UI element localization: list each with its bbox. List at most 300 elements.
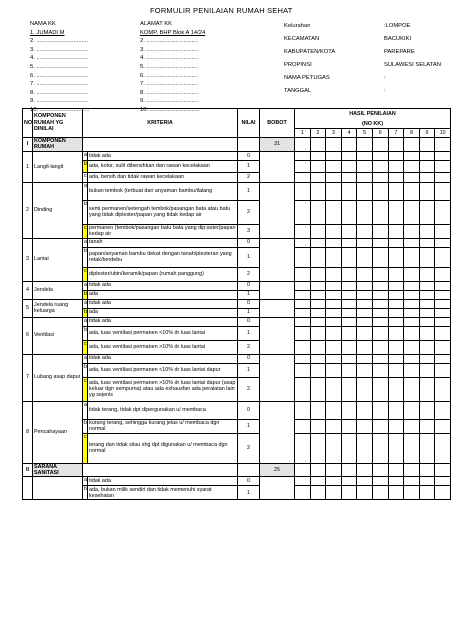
score-cell[interactable] [326,267,342,281]
score-cell[interactable] [388,224,404,238]
score-cell[interactable] [357,182,373,200]
score-cell[interactable] [357,340,373,354]
score-cell[interactable] [419,463,435,477]
score-cell[interactable] [341,267,357,281]
score-cell[interactable] [388,182,404,200]
score-cell[interactable] [357,200,373,224]
score-cell[interactable] [372,401,388,419]
score-cell[interactable] [326,238,342,247]
score-cell[interactable] [372,182,388,200]
label-nama-kk: NAMA KK [30,21,56,27]
score-cell[interactable] [372,299,388,308]
score-cell[interactable] [295,172,311,182]
score-cell[interactable] [310,477,326,486]
score-cell[interactable] [372,247,388,267]
score-cell[interactable] [404,419,420,433]
score-cell[interactable] [404,308,420,317]
score-cell[interactable] [357,308,373,317]
header-hasil-sub: (NO KK) [295,120,451,129]
score-cell[interactable] [372,340,388,354]
score-cell[interactable] [404,238,420,247]
score-cell[interactable] [435,281,451,290]
criteria-row [23,486,451,500]
score-cell[interactable] [419,326,435,340]
criteria-letter: b. [83,419,88,433]
score-cell[interactable] [404,290,420,299]
score-cell[interactable] [388,281,404,290]
score-cell[interactable] [357,290,373,299]
score-cell[interactable] [310,419,326,433]
score-cell[interactable] [435,419,451,433]
score-cell[interactable] [357,238,373,247]
score-cell[interactable] [295,290,311,299]
score-cell[interactable] [341,172,357,182]
score-cell[interactable] [372,308,388,317]
kk-name-row: 4. ................................ [30,55,88,62]
header-komponen: KOMPONEN RUMAH YG DINILAI [33,109,83,138]
score-cell[interactable] [357,317,373,326]
score-cell[interactable] [419,238,435,247]
score-cell[interactable] [388,172,404,182]
score-cell[interactable] [435,401,451,419]
score-cell[interactable] [341,363,357,377]
score-cell[interactable] [326,477,342,486]
score-cell[interactable] [388,326,404,340]
score-cell[interactable] [341,160,357,172]
criteria-text: ada, luas ventilasi permanen <10% dr luas lantai [88,326,238,340]
score-cell[interactable] [357,224,373,238]
score-cell[interactable] [326,151,342,160]
score-cell[interactable] [435,238,451,247]
score-cell[interactable] [310,160,326,172]
score-cell[interactable] [341,308,357,317]
section-name: KOMPONEN RUMAH [33,138,83,152]
score-cell[interactable] [404,317,420,326]
score-cell[interactable] [435,354,451,363]
criteria-row [23,308,451,317]
score-cell[interactable] [404,463,420,477]
score-cell[interactable] [388,138,404,152]
score-cell[interactable] [295,308,311,317]
score-cell[interactable] [341,317,357,326]
label-kabupaten: KABUPATEN/KOTA [284,49,336,55]
score-cell[interactable] [341,419,357,433]
score-cell[interactable] [326,340,342,354]
score-cell[interactable] [326,160,342,172]
score-cell[interactable] [435,463,451,477]
score-cell[interactable] [357,377,373,401]
score-cell[interactable] [341,238,357,247]
item-name: Jendela [33,281,83,299]
criteria-nilai: 1 [238,486,260,500]
score-cell[interactable] [419,377,435,401]
score-cell[interactable] [388,401,404,419]
score-cell[interactable] [388,267,404,281]
criteria-text: terang dan tidak silau shg dpt digunakan u/ membaca dgn normal [88,433,238,463]
score-cell[interactable] [326,224,342,238]
score-cell[interactable] [404,340,420,354]
criteria-letter: b. [83,486,88,500]
score-cell[interactable] [404,200,420,224]
score-cell[interactable] [388,486,404,500]
score-cell[interactable] [295,299,311,308]
score-cell[interactable] [326,486,342,500]
score-cell[interactable] [295,182,311,200]
score-cell[interactable] [341,377,357,401]
score-cell[interactable] [295,419,311,433]
score-cell[interactable] [295,281,311,290]
header-no: NO [23,109,33,138]
score-cell[interactable] [326,299,342,308]
criteria-letter: b. [83,326,88,340]
score-cell[interactable] [419,200,435,224]
score-cell[interactable] [419,308,435,317]
score-cell[interactable] [435,247,451,267]
score-cell[interactable] [435,267,451,281]
score-cell[interactable] [404,224,420,238]
score-cell[interactable] [435,151,451,160]
score-cell[interactable] [341,433,357,463]
score-cell[interactable] [310,463,326,477]
score-cell[interactable] [435,290,451,299]
score-cell[interactable] [357,267,373,281]
label-kecamatan: KECAMATAN [284,36,320,42]
score-cell[interactable] [295,363,311,377]
score-cell[interactable] [435,200,451,224]
score-cell[interactable] [372,281,388,290]
score-cell[interactable] [295,267,311,281]
kk-name-row: 8. ................................ [30,89,88,96]
score-cell[interactable] [388,463,404,477]
score-cell[interactable] [357,160,373,172]
score-cell[interactable] [310,486,326,500]
score-cell[interactable] [435,363,451,377]
score-cell[interactable] [310,377,326,401]
score-cell[interactable] [435,224,451,238]
score-cell[interactable] [326,308,342,317]
score-cell[interactable] [326,401,342,419]
score-cell[interactable] [372,172,388,182]
score-cell[interactable] [419,299,435,308]
score-cell[interactable] [310,138,326,152]
score-cell[interactable] [419,224,435,238]
score-cell[interactable] [357,486,373,500]
score-cell[interactable] [295,433,311,463]
score-cell[interactable] [404,401,420,419]
score-cell[interactable] [295,401,311,419]
criteria-row [23,267,451,281]
score-cell[interactable] [310,401,326,419]
criteria-text: bukan tembok (terbuat dari anyaman bambu/ilalang [88,182,238,200]
score-cell[interactable] [341,326,357,340]
score-cell[interactable] [419,267,435,281]
score-cell[interactable] [341,224,357,238]
score-cell[interactable] [388,290,404,299]
score-cell[interactable] [404,433,420,463]
score-cell[interactable] [372,354,388,363]
score-cell[interactable] [388,433,404,463]
score-cell[interactable] [295,160,311,172]
score-cell[interactable] [419,290,435,299]
score-cell[interactable] [357,151,373,160]
score-cell[interactable] [404,377,420,401]
criteria-text: tanah [88,238,238,247]
score-cell[interactable] [388,160,404,172]
score-cell[interactable] [341,299,357,308]
value-tanggal: : [384,88,386,94]
score-cell[interactable] [372,267,388,281]
score-cell[interactable] [372,486,388,500]
score-cell[interactable] [435,172,451,182]
kk-address-row: 4. ................................ [140,55,198,62]
score-cell[interactable] [435,160,451,172]
score-cell[interactable] [388,477,404,486]
score-cell[interactable] [357,477,373,486]
score-cell[interactable] [310,247,326,267]
score-cell[interactable] [310,267,326,281]
score-cell[interactable] [295,317,311,326]
score-cell[interactable] [295,238,311,247]
score-cell[interactable] [404,477,420,486]
score-cell[interactable] [388,363,404,377]
score-cell[interactable] [388,200,404,224]
score-cell[interactable] [357,247,373,267]
score-cell[interactable] [404,299,420,308]
score-cell[interactable] [357,172,373,182]
score-cell[interactable] [357,281,373,290]
label-alamat-kk: ALAMAT KK [140,21,173,27]
criteria-letter: a. [83,299,88,308]
score-cell[interactable] [388,354,404,363]
score-cell[interactable] [326,172,342,182]
score-cell[interactable] [435,138,451,152]
score-cell[interactable] [404,354,420,363]
score-cell[interactable] [372,419,388,433]
kk-number: 4 [341,129,357,138]
score-cell[interactable] [372,326,388,340]
score-cell[interactable] [435,317,451,326]
score-cell[interactable] [341,281,357,290]
score-cell[interactable] [404,486,420,500]
score-cell[interactable] [341,138,357,152]
score-cell[interactable] [419,151,435,160]
score-cell[interactable] [372,433,388,463]
kk-name-row: 3. ................................ [30,46,88,53]
score-cell[interactable] [295,247,311,267]
criteria-row [23,433,451,463]
score-cell[interactable] [372,317,388,326]
score-cell[interactable] [435,340,451,354]
score-cell[interactable] [326,419,342,433]
score-cell[interactable] [341,477,357,486]
score-cell[interactable] [310,433,326,463]
score-cell[interactable] [326,433,342,463]
score-cell[interactable] [435,299,451,308]
score-cell[interactable] [435,377,451,401]
score-cell[interactable] [357,363,373,377]
score-cell[interactable] [419,354,435,363]
score-cell[interactable] [326,377,342,401]
score-cell[interactable] [326,138,342,152]
assessment-table [22,108,451,500]
score-cell[interactable] [295,224,311,238]
score-cell[interactable] [435,182,451,200]
score-cell[interactable] [310,200,326,224]
score-cell[interactable] [341,182,357,200]
score-cell[interactable] [326,182,342,200]
score-cell[interactable] [419,477,435,486]
score-cell[interactable] [326,290,342,299]
score-cell[interactable] [310,290,326,299]
score-cell[interactable] [357,419,373,433]
score-cell[interactable] [295,463,311,477]
score-cell[interactable] [419,160,435,172]
score-cell[interactable] [372,477,388,486]
score-cell[interactable] [404,281,420,290]
score-cell[interactable] [404,172,420,182]
score-cell[interactable] [326,354,342,363]
score-cell[interactable] [341,340,357,354]
score-cell[interactable] [419,172,435,182]
score-cell[interactable] [326,363,342,377]
score-cell[interactable] [295,340,311,354]
score-cell[interactable] [357,354,373,363]
score-cell[interactable] [357,326,373,340]
score-cell[interactable] [341,290,357,299]
criteria-letter: c. [83,172,88,182]
score-cell[interactable] [310,308,326,317]
score-cell[interactable] [388,247,404,267]
score-cell[interactable] [341,401,357,419]
score-cell[interactable] [372,463,388,477]
criteria-row [23,160,451,172]
score-cell[interactable] [372,290,388,299]
score-cell[interactable] [341,354,357,363]
score-cell[interactable] [357,138,373,152]
score-cell[interactable] [388,308,404,317]
score-cell[interactable] [404,138,420,152]
score-cell[interactable] [310,182,326,200]
score-cell[interactable] [435,308,451,317]
score-cell[interactable] [435,477,451,486]
score-cell[interactable] [404,267,420,281]
score-cell[interactable] [388,340,404,354]
score-cell[interactable] [388,151,404,160]
score-cell[interactable] [326,317,342,326]
score-cell[interactable] [404,160,420,172]
criteria-nilai: 1 [238,308,260,317]
score-cell[interactable] [419,419,435,433]
score-cell[interactable] [310,363,326,377]
score-cell[interactable] [341,151,357,160]
score-cell[interactable] [404,151,420,160]
score-cell[interactable] [404,182,420,200]
score-cell[interactable] [357,463,373,477]
score-cell[interactable] [388,238,404,247]
item-bobot [260,151,295,182]
section-nilai-blank [238,463,260,477]
score-cell[interactable] [404,363,420,377]
criteria-letter: c. [83,433,88,463]
score-cell[interactable] [435,326,451,340]
score-cell[interactable] [310,151,326,160]
section-name: SARANA SANITASI [33,463,83,477]
score-cell[interactable] [404,326,420,340]
score-cell[interactable] [419,281,435,290]
score-cell[interactable] [419,317,435,326]
score-cell[interactable] [419,363,435,377]
score-cell[interactable] [310,317,326,326]
score-cell[interactable] [310,281,326,290]
score-cell[interactable] [326,281,342,290]
score-cell[interactable] [295,200,311,224]
score-cell[interactable] [388,377,404,401]
score-cell[interactable] [388,317,404,326]
score-cell[interactable] [372,238,388,247]
score-cell[interactable] [388,419,404,433]
score-cell[interactable] [388,299,404,308]
score-cell[interactable] [310,238,326,247]
score-cell[interactable] [419,138,435,152]
criteria-nilai: 1 [238,419,260,433]
criteria-text: permanen (tembok/pasangan batu bata yang dip;aster)papan kedap air [89,224,236,238]
score-cell[interactable] [295,486,311,500]
score-cell[interactable] [435,433,451,463]
score-cell[interactable] [372,200,388,224]
score-cell[interactable] [419,486,435,500]
score-cell[interactable] [295,354,311,363]
score-cell[interactable] [372,377,388,401]
score-cell[interactable] [295,138,311,152]
score-cell[interactable] [295,477,311,486]
score-cell[interactable] [310,224,326,238]
score-cell[interactable] [341,486,357,500]
score-cell[interactable] [295,377,311,401]
score-cell[interactable] [357,299,373,308]
score-cell[interactable] [357,401,373,419]
score-cell[interactable] [310,326,326,340]
score-cell[interactable] [372,151,388,160]
score-cell[interactable] [435,486,451,500]
section-criteria-blank [83,138,238,152]
score-cell[interactable] [310,172,326,182]
score-cell[interactable] [310,299,326,308]
score-cell[interactable] [326,247,342,267]
score-cell[interactable] [341,247,357,267]
score-cell[interactable] [419,247,435,267]
score-cell[interactable] [326,463,342,477]
score-cell[interactable] [295,151,311,160]
score-cell[interactable] [419,182,435,200]
score-cell[interactable] [419,340,435,354]
score-cell[interactable] [419,401,435,419]
score-cell[interactable] [295,326,311,340]
score-cell[interactable] [372,160,388,172]
score-cell[interactable] [310,354,326,363]
score-cell[interactable] [310,340,326,354]
item-no [23,477,33,500]
score-cell[interactable] [341,463,357,477]
score-cell[interactable] [341,200,357,224]
score-cell[interactable] [326,200,342,224]
score-cell[interactable] [404,247,420,267]
score-cell[interactable] [372,224,388,238]
score-cell[interactable] [372,363,388,377]
score-cell[interactable] [419,433,435,463]
score-cell[interactable] [372,138,388,152]
score-cell[interactable] [326,326,342,340]
score-cell[interactable] [357,433,373,463]
